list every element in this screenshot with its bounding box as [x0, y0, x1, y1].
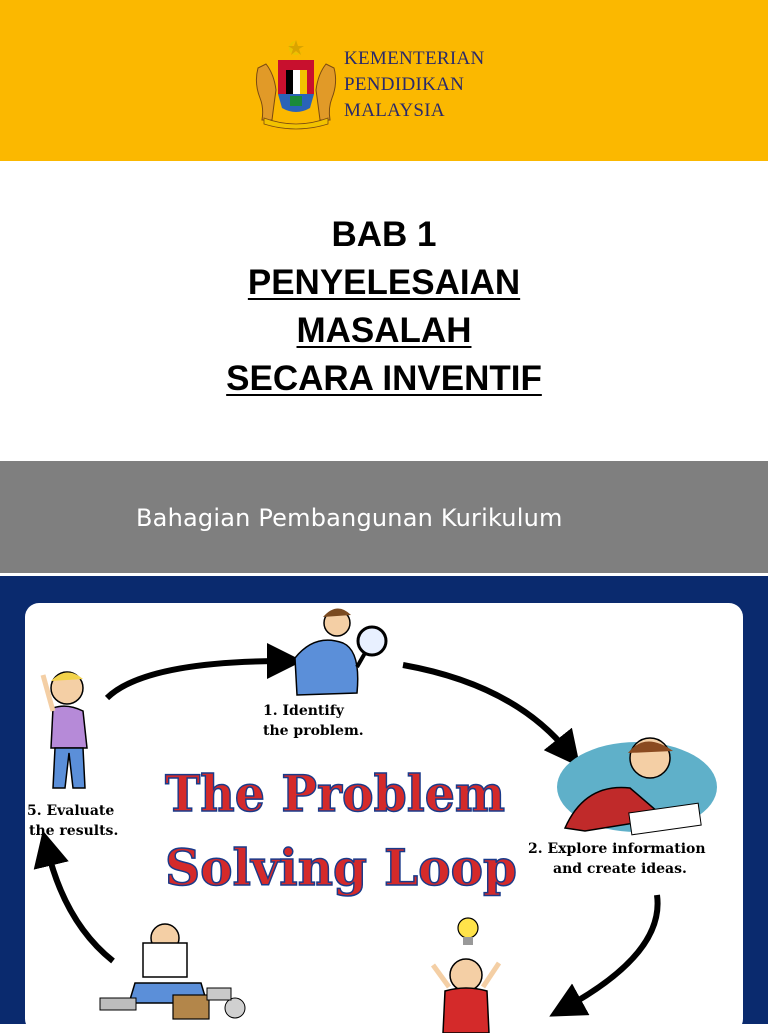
loop-arrow-top-left	[107, 661, 285, 698]
ministry-line-2: PENDIDIKAN	[344, 74, 465, 95]
malaysia-coat-of-arms-icon	[250, 38, 342, 130]
reading-boy-with-tools-icon	[100, 924, 245, 1019]
step-5-line-1: 5. Evaluate	[27, 803, 115, 819]
idea-boy-icon	[433, 959, 499, 1033]
identify-boy-icon	[295, 608, 386, 695]
division-name: Bahagian Pembangunan Kurikulum	[136, 504, 563, 532]
ministry-name	[344, 46, 485, 124]
chapter-title-line-2: MASALAH	[296, 311, 472, 350]
loop-heading-line-2: Solving Loop	[165, 838, 517, 897]
ministry-line-1: KEMENTERIAN	[344, 48, 485, 69]
title-section	[0, 161, 768, 461]
chapter-title-line-3: SECARA INVENTIF	[226, 359, 542, 398]
chapter-title-line-1: PENYELESAIAN	[247, 263, 521, 302]
ministry-line-3: MALAYSIA	[344, 100, 445, 121]
illustration-panel	[25, 603, 743, 1033]
idea-lightbulb-icon	[458, 918, 478, 945]
header-banner	[0, 0, 768, 161]
step-1-line-1: 1. Identify	[263, 703, 344, 719]
step-1-line-2: the problem.	[263, 723, 364, 739]
loop-arrow-left	[47, 848, 113, 961]
loop-arrow-right	[565, 895, 658, 1008]
loop-heading-line-1: The Problem	[165, 764, 505, 823]
explore-boy-icon	[557, 738, 717, 835]
step-2-line-2: and create ideas.	[553, 861, 687, 877]
step-2-line-1: 2. Explore information	[528, 841, 706, 857]
problem-solving-loop-diagram	[25, 603, 743, 1033]
step-5-line-2: the results.	[29, 823, 119, 839]
loop-arrow-top-right	[403, 665, 569, 753]
evaluate-boy-icon	[43, 672, 87, 788]
chapter-number: BAB 1	[331, 215, 437, 254]
